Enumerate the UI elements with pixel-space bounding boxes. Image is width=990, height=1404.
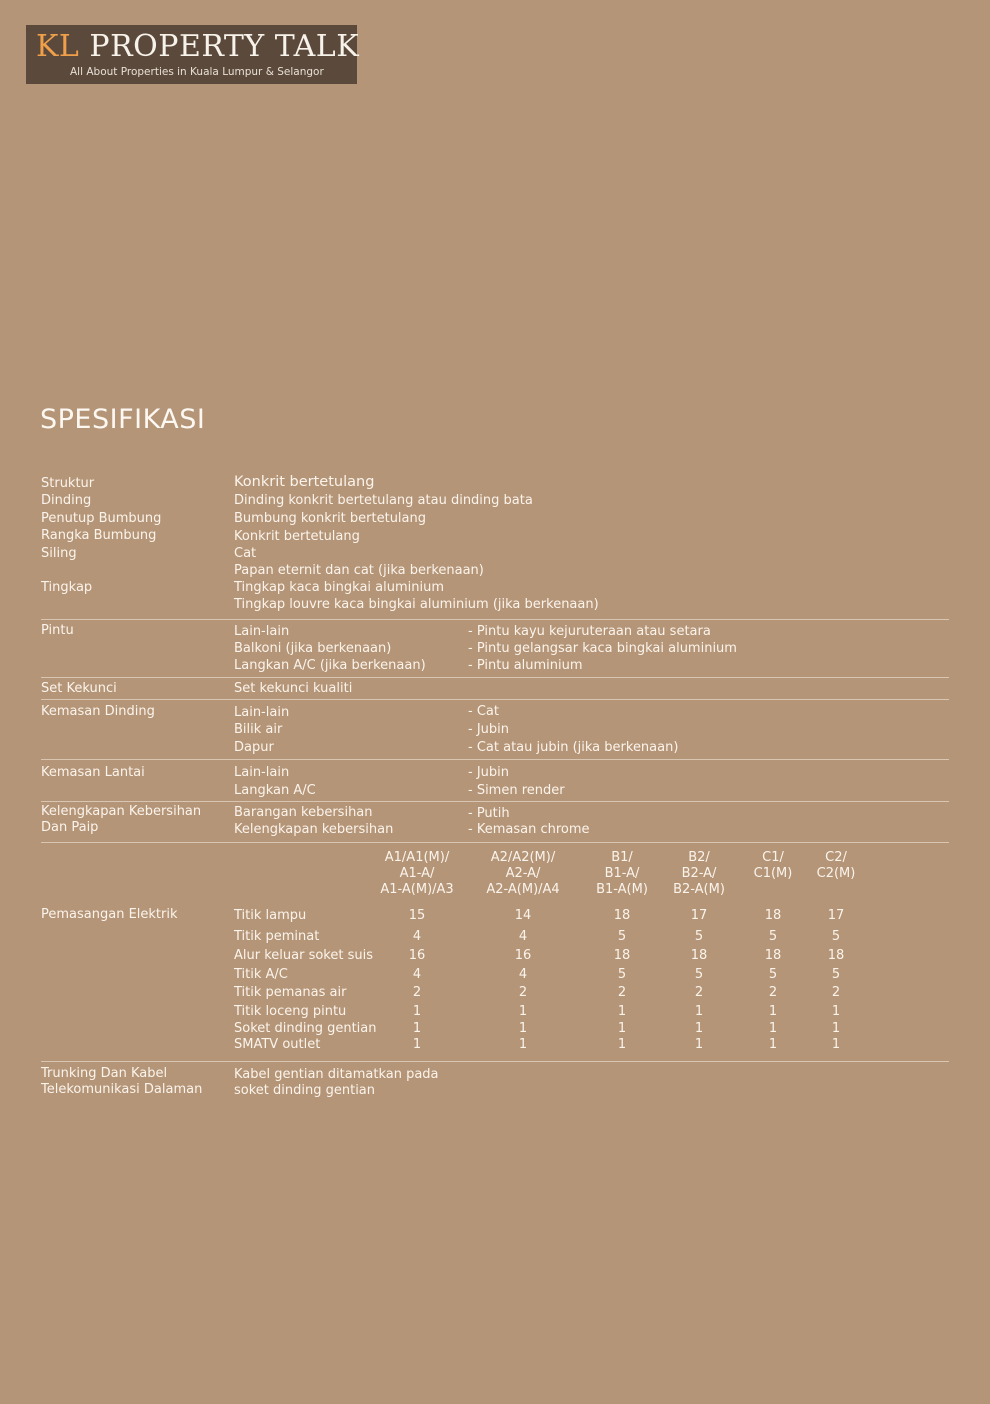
col-header-c2: C2/ C2(M)	[816, 850, 856, 881]
elektrik-cell: 2	[768, 985, 778, 1000]
elektrik-cell: 16	[514, 948, 532, 963]
pintu-value-2: - Pintu gelangsar kaca bingkai aluminium	[468, 641, 737, 656]
kebersihan-item-1: Barangan kebersihan	[234, 805, 373, 820]
elektrik-cell: 18	[764, 948, 782, 963]
col-header-a2: A2/A2(M)/ A2-A/ A2-A(M)/A4	[486, 850, 560, 897]
kebersihan-item-2: Kelengkapan kebersihan	[234, 822, 394, 837]
value-set-kekunci: Set kekunci kualiti	[234, 681, 353, 696]
trunking-value-2: soket dinding gentian	[234, 1083, 376, 1098]
elektrik-cell: 5	[694, 967, 704, 982]
pintu-item-1: Lain-lain	[234, 624, 290, 639]
elektrik-cell: 16	[408, 948, 426, 963]
elektrik-cell: 4	[412, 967, 422, 982]
elektrik-cell: 1	[768, 1037, 778, 1052]
kebersihan-value-1: - Putih	[468, 806, 510, 821]
elektrik-cell: 1	[518, 1021, 528, 1036]
elektrik-cell: 1	[694, 1004, 704, 1019]
elektrik-row-label: Titik lampu	[234, 908, 307, 923]
label-kemasan-lantai: Kemasan Lantai	[41, 765, 145, 780]
label-siling: Siling	[41, 546, 77, 561]
logo-wordmark	[36, 29, 359, 64]
elektrik-cell: 5	[831, 967, 841, 982]
page-title: SPESIFIKASI	[40, 404, 206, 435]
value-penutup-bumbung: Bumbung konkrit bertetulang	[234, 511, 427, 526]
elektrik-cell: 18	[613, 948, 631, 963]
dinding-value-2: - Jubin	[468, 722, 509, 737]
label-struktur: Struktur	[41, 476, 95, 491]
elektrik-cell: 17	[690, 908, 708, 923]
pintu-value-3: - Pintu aluminium	[468, 658, 583, 673]
label-tingkap: Tingkap	[41, 580, 93, 595]
elektrik-row-label: SMATV outlet	[234, 1037, 321, 1052]
elektrik-cell: 1	[412, 1037, 422, 1052]
elektrik-cell: 1	[518, 1004, 528, 1019]
elektrik-row-label: Titik pemanas air	[234, 985, 347, 1000]
label-dinding: Dinding	[41, 493, 92, 508]
elektrik-cell: 1	[617, 1004, 627, 1019]
dinding-item-1: Lain-lain	[234, 705, 290, 720]
divider	[41, 1061, 949, 1062]
value-tingkap-2: Tingkap louvre kaca bingkai aluminium (jika berkenaan)	[234, 597, 599, 612]
dinding-value-3: - Cat atau jubin (jika berkenaan)	[468, 740, 679, 755]
elektrik-cell: 1	[768, 1004, 778, 1019]
divider	[41, 801, 949, 802]
elektrik-cell: 2	[617, 985, 627, 1000]
elektrik-cell: 1	[831, 1021, 841, 1036]
elektrik-cell: 14	[514, 908, 532, 923]
divider	[41, 699, 949, 700]
elektrik-cell: 1	[831, 1037, 841, 1052]
elektrik-row-label: Titik loceng pintu	[234, 1004, 347, 1019]
elektrik-cell: 1	[617, 1021, 627, 1036]
elektrik-cell: 2	[412, 985, 422, 1000]
elektrik-cell: 5	[768, 929, 778, 944]
divider	[41, 842, 949, 843]
label-pemasangan-elektrik: Pemasangan Elektrik	[41, 907, 178, 922]
elektrik-cell: 1	[694, 1021, 704, 1036]
elektrik-cell: 4	[412, 929, 422, 944]
value-dinding: Dinding konkrit bertetulang atau dinding bata	[234, 493, 533, 508]
divider	[41, 759, 949, 760]
elektrik-cell: 1	[768, 1021, 778, 1036]
label-trunking-1: Trunking Dan Kabel	[41, 1066, 168, 1081]
elektrik-cell: 2	[831, 985, 841, 1000]
elektrik-cell: 5	[768, 967, 778, 982]
elektrik-cell: 15	[408, 908, 426, 923]
label-kebersihan-1: Kelengkapan Kebersihan	[41, 804, 202, 819]
elektrik-cell: 18	[690, 948, 708, 963]
pintu-item-3: Langkan A/C (jika berkenaan)	[234, 658, 426, 673]
logo-tagline: All About Properties in Kuala Lumpur & Selangor	[70, 66, 324, 78]
elektrik-cell: 18	[827, 948, 845, 963]
elektrik-cell: 17	[827, 908, 845, 923]
elektrik-row-label: Alur keluar soket suis	[234, 948, 373, 963]
label-set-kekunci: Set Kekunci	[41, 681, 117, 696]
kebersihan-value-2: - Kemasan chrome	[468, 822, 590, 837]
elektrik-row-label: Titik peminat	[234, 929, 320, 944]
lantai-item-2: Langkan A/C	[234, 783, 316, 798]
elektrik-cell: 5	[617, 967, 627, 982]
elektrik-row-label: Titik A/C	[234, 967, 288, 982]
label-kebersihan-2: Dan Paip	[41, 820, 99, 835]
divider	[41, 677, 949, 678]
col-header-b1: B1/ B1-A/ B1-A(M)	[596, 850, 648, 897]
label-pintu: Pintu	[41, 623, 74, 638]
col-header-a1: A1/A1(M)/ A1-A/ A1-A(M)/A3	[380, 850, 454, 897]
elektrik-cell: 18	[764, 908, 782, 923]
label-trunking-2: Telekomunikasi Dalaman	[41, 1082, 203, 1097]
lantai-value-2: - Simen render	[468, 783, 565, 798]
elektrik-cell: 18	[613, 908, 631, 923]
lantai-value-1: - Jubin	[468, 765, 509, 780]
dinding-item-3: Dapur	[234, 740, 274, 755]
value-struktur: Konkrit bertetulang	[234, 474, 375, 490]
pintu-value-1: - Pintu kayu kejuruteraan atau setara	[468, 624, 711, 639]
elektrik-cell: 4	[518, 967, 528, 982]
logo-kl: KL	[36, 29, 80, 64]
trunking-value-1: Kabel gentian ditamatkan pada	[234, 1067, 439, 1082]
dinding-item-2: Bilik air	[234, 722, 283, 737]
elektrik-cell: 1	[617, 1037, 627, 1052]
elektrik-cell: 1	[694, 1037, 704, 1052]
value-tingkap-1: Tingkap kaca bingkai aluminium	[234, 580, 445, 595]
label-rangka-bumbung: Rangka Bumbung	[41, 528, 157, 543]
elektrik-cell: 2	[694, 985, 704, 1000]
elektrik-cell: 5	[694, 929, 704, 944]
elektrik-row-label: Soket dinding gentian	[234, 1021, 377, 1036]
logo	[26, 25, 360, 84]
label-kemasan-dinding: Kemasan Dinding	[41, 704, 155, 719]
logo-brand: PROPERTY TALK	[89, 29, 360, 64]
elektrik-cell: 4	[518, 929, 528, 944]
divider	[41, 619, 949, 620]
elektrik-cell: 1	[518, 1037, 528, 1052]
pintu-item-2: Balkoni (jika berkenaan)	[234, 641, 392, 656]
elektrik-cell: 1	[831, 1004, 841, 1019]
elektrik-cell: 5	[617, 929, 627, 944]
col-header-b2: B2/ B2-A/ B2-A(M)	[673, 850, 725, 897]
elektrik-cell: 1	[412, 1021, 422, 1036]
dinding-value-1: - Cat	[468, 704, 499, 719]
value-rangka-bumbung: Konkrit bertetulang	[234, 529, 360, 544]
value-siling-1: Cat	[234, 546, 257, 561]
elektrik-cell: 1	[412, 1004, 422, 1019]
value-siling-2: Papan eternit dan cat (jika berkenaan)	[234, 563, 484, 578]
elektrik-cell: 2	[518, 985, 528, 1000]
elektrik-cell: 5	[831, 929, 841, 944]
label-penutup-bumbung: Penutup Bumbung	[41, 511, 162, 526]
lantai-item-1: Lain-lain	[234, 765, 290, 780]
col-header-c1: C1/ C1(M)	[753, 850, 793, 881]
